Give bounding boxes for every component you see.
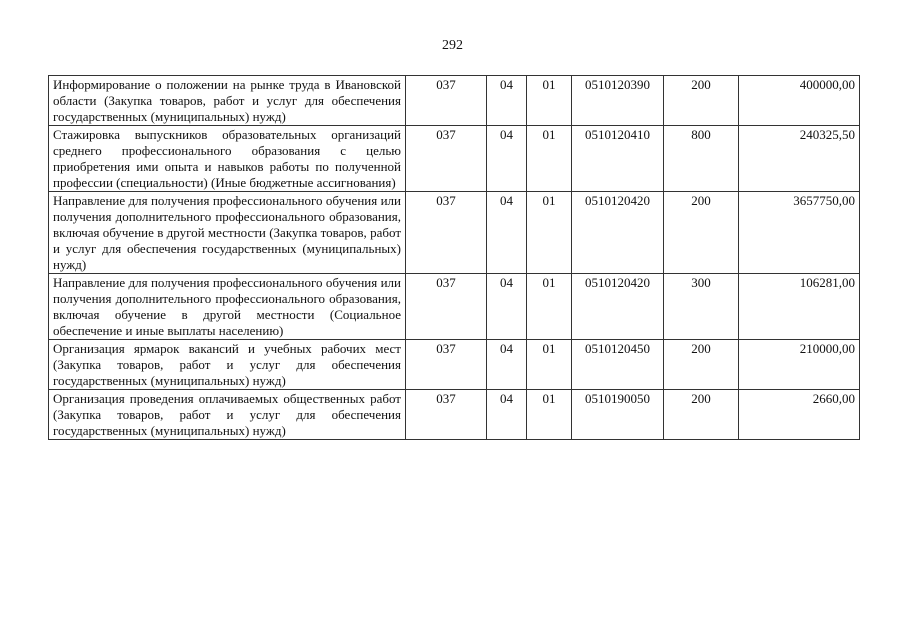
cell-expense-type: 200 — [664, 340, 739, 390]
cell-section-code: 04 — [487, 390, 527, 440]
cell-description: Направление для получения профессионального обучения или получения дополнительного профессионального образования, включая обучение в другой местности (Социальное обеспечение и иные выплаты населению) — [49, 274, 406, 340]
cell-amount: 3657750,00 — [739, 192, 860, 274]
table-body — [49, 76, 860, 440]
cell-ministry-code: 037 — [406, 340, 487, 390]
cell-description: Организация ярмарок вакансий и учебных рабочих мест (Закупка товаров, работ и услуг для обеспечения государственных (муниципальных) нужд) — [49, 340, 406, 390]
cell-section-code: 04 — [487, 192, 527, 274]
cell-subsection-code: 01 — [527, 126, 572, 192]
cell-expense-type: 200 — [664, 390, 739, 440]
cell-target-article: 0510120390 — [572, 76, 664, 126]
cell-ministry-code: 037 — [406, 76, 487, 126]
cell-ministry-code: 037 — [406, 126, 487, 192]
cell-subsection-code: 01 — [527, 274, 572, 340]
cell-target-article: 0510190050 — [572, 390, 664, 440]
cell-amount: 2660,00 — [739, 390, 860, 440]
table-row — [49, 126, 860, 192]
cell-amount: 400000,00 — [739, 76, 860, 126]
cell-subsection-code: 01 — [527, 192, 572, 274]
cell-expense-type: 200 — [664, 76, 739, 126]
cell-subsection-code: 01 — [527, 340, 572, 390]
cell-target-article: 0510120450 — [572, 340, 664, 390]
budget-table — [48, 75, 860, 440]
table-row — [49, 390, 860, 440]
cell-expense-type: 300 — [664, 274, 739, 340]
cell-section-code: 04 — [487, 76, 527, 126]
cell-description: Информирование о положении на рынке труда в Ивановской области (Закупка товаров, работ и услуг для обеспечения государственных (муниципальных) нужд) — [49, 76, 406, 126]
cell-subsection-code: 01 — [527, 390, 572, 440]
cell-expense-type: 200 — [664, 192, 739, 274]
table-row — [49, 274, 860, 340]
cell-description: Стажировка выпускников образовательных организаций среднего профессионального образования с целью приобретения ими опыта и навыков работы по полученной профессии (специальности) (Иные бюджетные ассигнования) — [49, 126, 406, 192]
table-row — [49, 340, 860, 390]
cell-description: Направление для получения профессионального обучения или получения дополнительного профессионального образования, включая обучение в другой местности (Закупка товаров, работ и услуг для обеспечения государственных (муниципальных) нужд) — [49, 192, 406, 274]
cell-target-article: 0510120420 — [572, 274, 664, 340]
page-number: 292 — [442, 38, 463, 53]
cell-subsection-code: 01 — [527, 76, 572, 126]
cell-target-article: 0510120410 — [572, 126, 664, 192]
cell-ministry-code: 037 — [406, 192, 487, 274]
cell-description: Организация проведения оплачиваемых общественных работ (Закупка товаров, работ и услуг для обеспечения государственных (муниципальных) нужд) — [49, 390, 406, 440]
table-row — [49, 192, 860, 274]
cell-target-article: 0510120420 — [572, 192, 664, 274]
cell-section-code: 04 — [487, 126, 527, 192]
cell-amount: 106281,00 — [739, 274, 860, 340]
table-row — [49, 76, 860, 126]
cell-amount: 240325,50 — [739, 126, 860, 192]
cell-section-code: 04 — [487, 274, 527, 340]
cell-section-code: 04 — [487, 340, 527, 390]
cell-ministry-code: 037 — [406, 390, 487, 440]
cell-expense-type: 800 — [664, 126, 739, 192]
cell-ministry-code: 037 — [406, 274, 487, 340]
cell-amount: 210000,00 — [739, 340, 860, 390]
